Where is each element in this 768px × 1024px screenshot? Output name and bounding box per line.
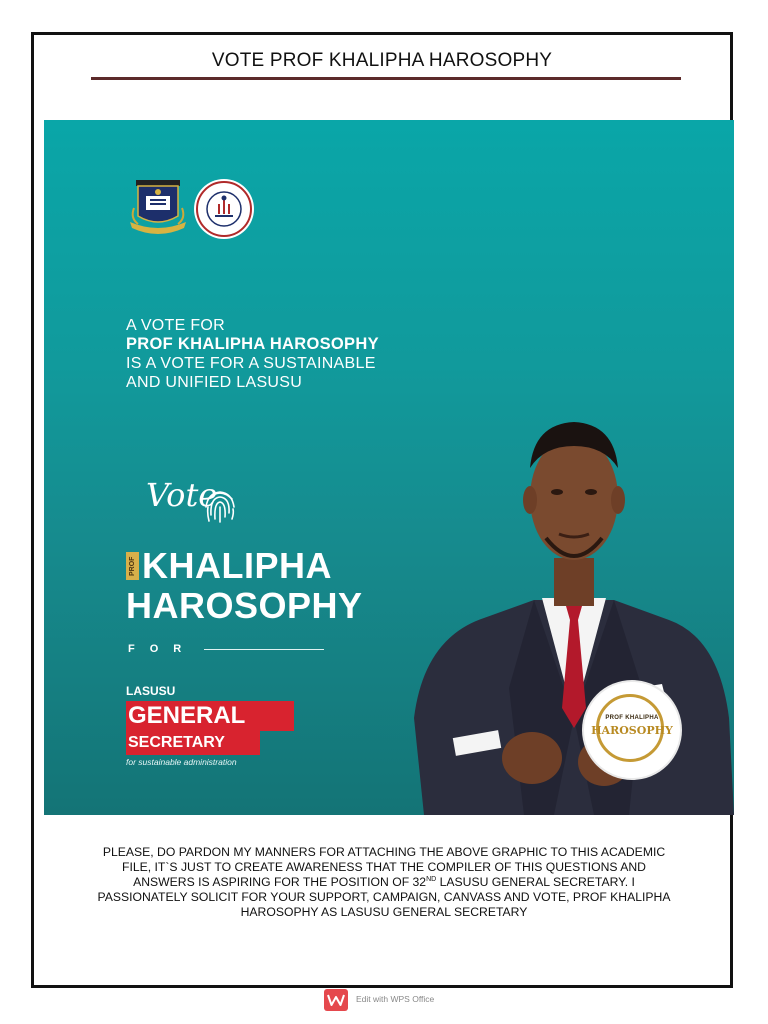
position-general: GENERAL (126, 701, 294, 731)
tagline-line-4: AND UNIFIED LASUSU (126, 374, 303, 391)
tagline-line-1: A VOTE FOR (126, 317, 226, 334)
position-subtitle: for sustainable administration (126, 757, 237, 767)
notice-paragraph (90, 845, 678, 920)
vote-script-text: Vote (146, 476, 218, 514)
lasusu-seal-logo (193, 178, 255, 240)
candidate-last-name: HAROSOPHY (126, 585, 363, 626)
harosophy-logo-badge (584, 682, 680, 778)
candidate-first-name: KHALIPHA (142, 545, 332, 586)
document-title: VOTE PROF KHALIPHA HAROSOPHY (211, 50, 553, 71)
notice-text-part-2: LASUSU GENERAL SECRETARY. I PASSIONATELY SOLICIT FOR YOUR SUPPORT, CAMPAIGN, CANVASS AND VOTE, PROF KHALIPHA HAROSOPHY AS LASUSU GENERAL SECRETARY (97, 875, 671, 919)
wps-office-icon[interactable] (324, 989, 348, 1011)
campaign-poster (44, 120, 734, 815)
position-secretary: SECRETARY (126, 731, 260, 755)
campaign-tagline (126, 316, 379, 392)
candidate-portrait (414, 388, 734, 815)
notice-superscript: ND (426, 875, 437, 883)
lasusu-label: LASUSU (126, 684, 176, 698)
tagline-line-2: PROF KHALIPHA HAROSOPHY (126, 335, 379, 353)
prof-badge: PROF (126, 552, 139, 580)
notice-text-part-1: PLEASE, DO PARDON MY MANNERS FOR ATTACHING THE ABOVE GRAPHIC TO THIS ACADEMIC FILE, IT`S JUST TO CREATE AWARENESS THAT THE COMPILER OF THIS QUESTIONS AND ANSWERS IS ASPIRING FOR THE POSITION OF 32 (102, 845, 666, 889)
badge-prof-text: PROF KHALIPHA (605, 715, 659, 721)
badge-name-text: HAROSOPHY (591, 724, 673, 737)
wps-office-link[interactable]: Edit with WPS Office (356, 994, 435, 1004)
for-label: FOR (128, 643, 197, 655)
for-divider (204, 649, 324, 650)
title-divider (91, 77, 681, 80)
fingerprint-icon (202, 485, 238, 525)
tagline-line-3: IS A VOTE FOR A SUSTAINABLE (126, 355, 376, 372)
lasu-crest-logo (128, 178, 188, 243)
